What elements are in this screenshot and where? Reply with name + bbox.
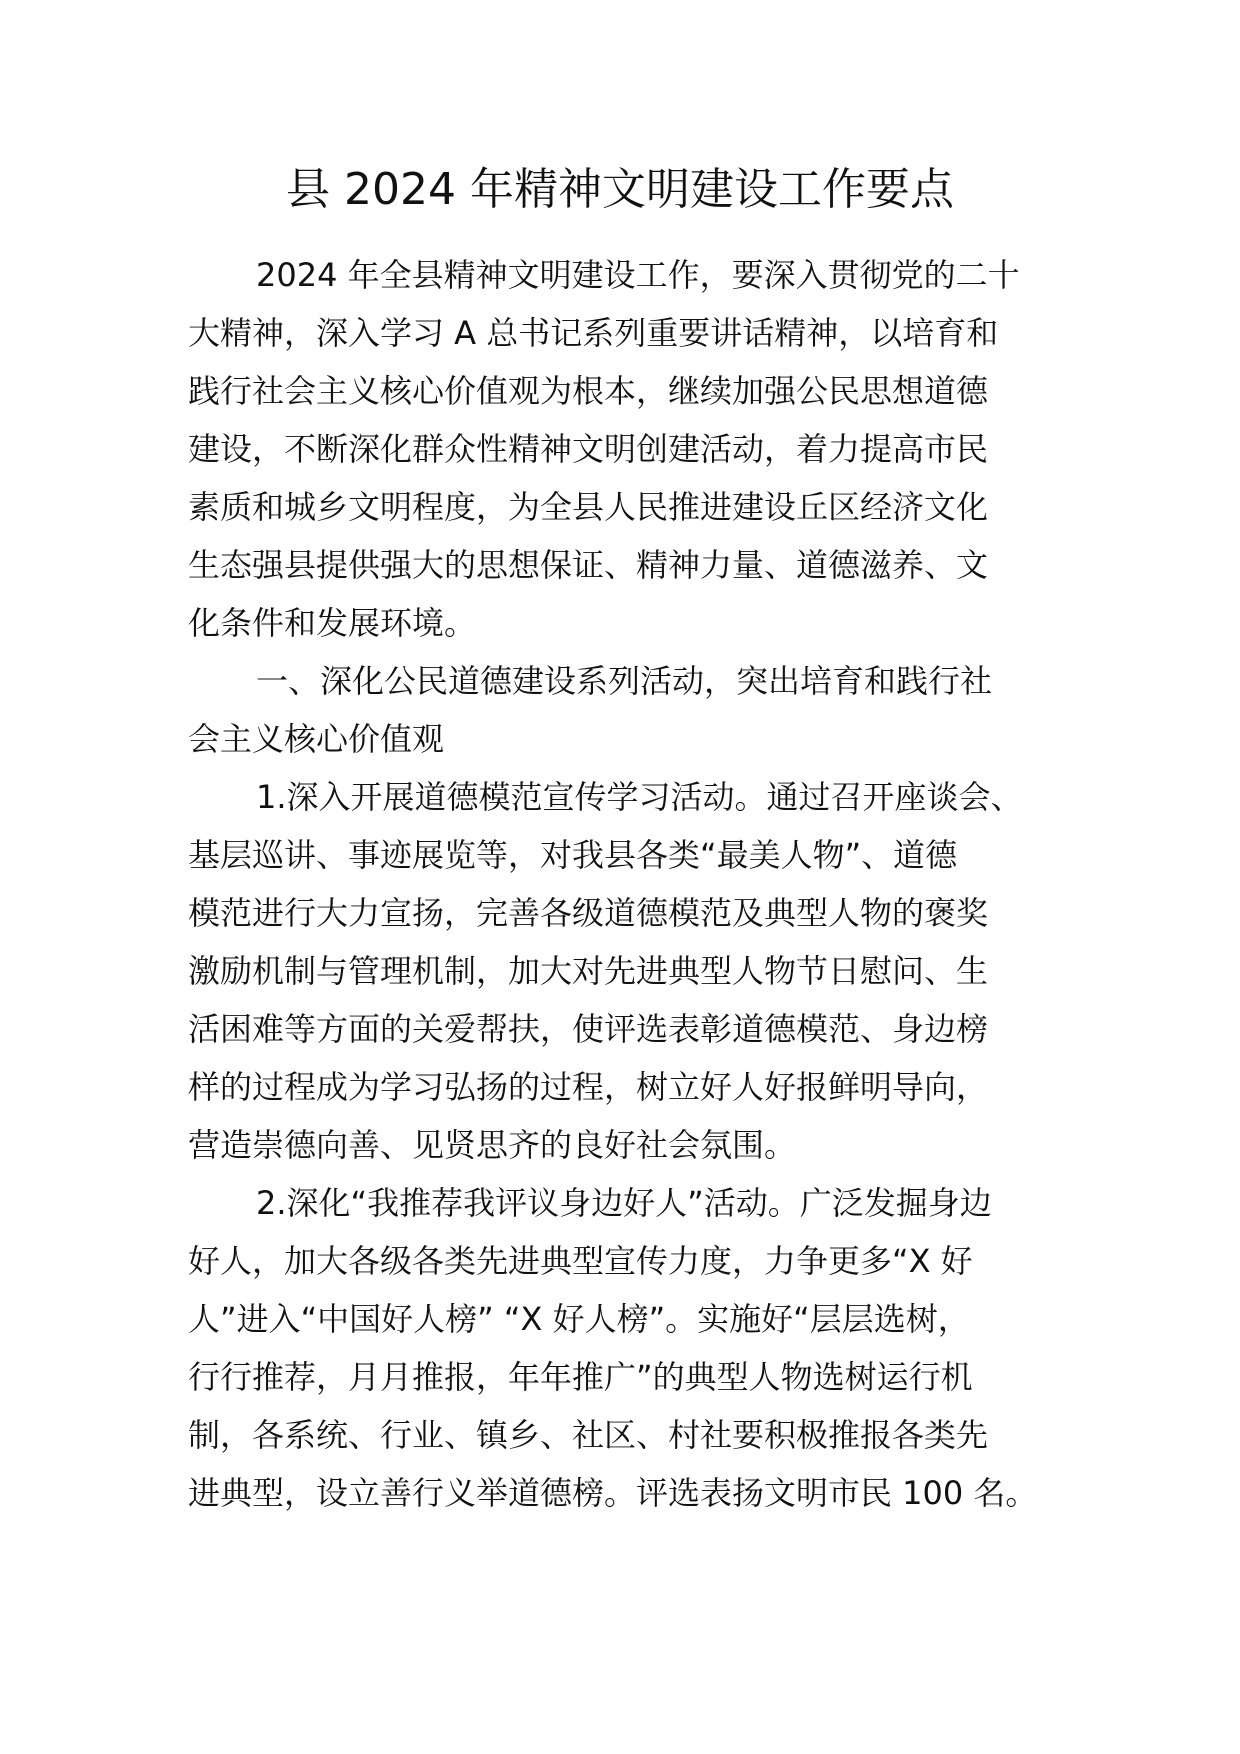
paragraph-intro (188, 246, 1088, 652)
document-body (188, 246, 1088, 1522)
text-line: 进典型，设立善行义举道德榜。评选表扬文明市民 100 名。 (188, 1474, 1038, 1512)
text-line: 2.深化“我推荐我评议身边好人”活动。广泛发掘身边 (256, 1184, 992, 1222)
text-line: 2024 年全县精神文明建设工作，要深入贯彻党的二十 (256, 256, 1020, 294)
paragraph-item-1 (188, 768, 1088, 1174)
text-line: 生态强县提供强大的思想保证、精神力量、道德滋养、文 (188, 546, 989, 584)
text-line: 人”进入“中国好人榜” “X 好人榜”。实施好“层层选树， (188, 1300, 970, 1338)
section-heading-1 (188, 652, 1088, 768)
text-line: 营造崇德向善、见贤思齐的良好社会氛围。 (188, 1126, 797, 1164)
text-line: 制，各系统、行业、镇乡、社区、村社要积极推报各类先 (188, 1416, 989, 1454)
text-line: 大精神，深入学习 A 总书记系列重要讲话精神，以培育和 (188, 314, 999, 352)
text-line: 践行社会主义核心价值观为根本，继续加强公民思想道德 (188, 372, 989, 410)
text-line: 行行推荐，月月推报，年年推广”的典型人物选树运行机 (188, 1358, 973, 1396)
document-title: 县 2024 年精神文明建设工作要点 (286, 164, 954, 215)
text-line: 化条件和发展环境。 (188, 604, 477, 642)
text-line: 1.深入开展道德模范宣传学习活动。通过召开座谈会、 (256, 778, 1023, 816)
text-line: 一、深化公民道德建设系列活动，突出培育和践行社 (256, 662, 993, 700)
text-line: 建设，不断深化群众性精神文明创建活动，着力提高市民 (188, 430, 989, 468)
text-line: 基层巡讲、事迹展览等，对我县各类“最美人物”、道德 (188, 836, 958, 874)
text-line: 活困难等方面的关爱帮扶，使评选表彰道德模范、身边榜 (188, 1010, 989, 1048)
text-line: 好人，加大各级各类先进典型宣传力度，力争更多“X 好 (188, 1242, 973, 1280)
text-line: 会主义核心价值观 (188, 720, 445, 758)
text-line: 素质和城乡文明程度，为全县人民推进建设丘区经济文化 (188, 488, 989, 526)
text-line: 样的过程成为学习弘扬的过程，树立好人好报鲜明导向， (188, 1068, 989, 1106)
text-line: 模范进行大力宣扬，完善各级道德模范及典型人物的褒奖 (188, 894, 989, 932)
text-line: 激励机制与管理机制，加大对先进典型人物节日慰问、生 (188, 952, 989, 990)
paragraph-item-2 (188, 1174, 1088, 1522)
